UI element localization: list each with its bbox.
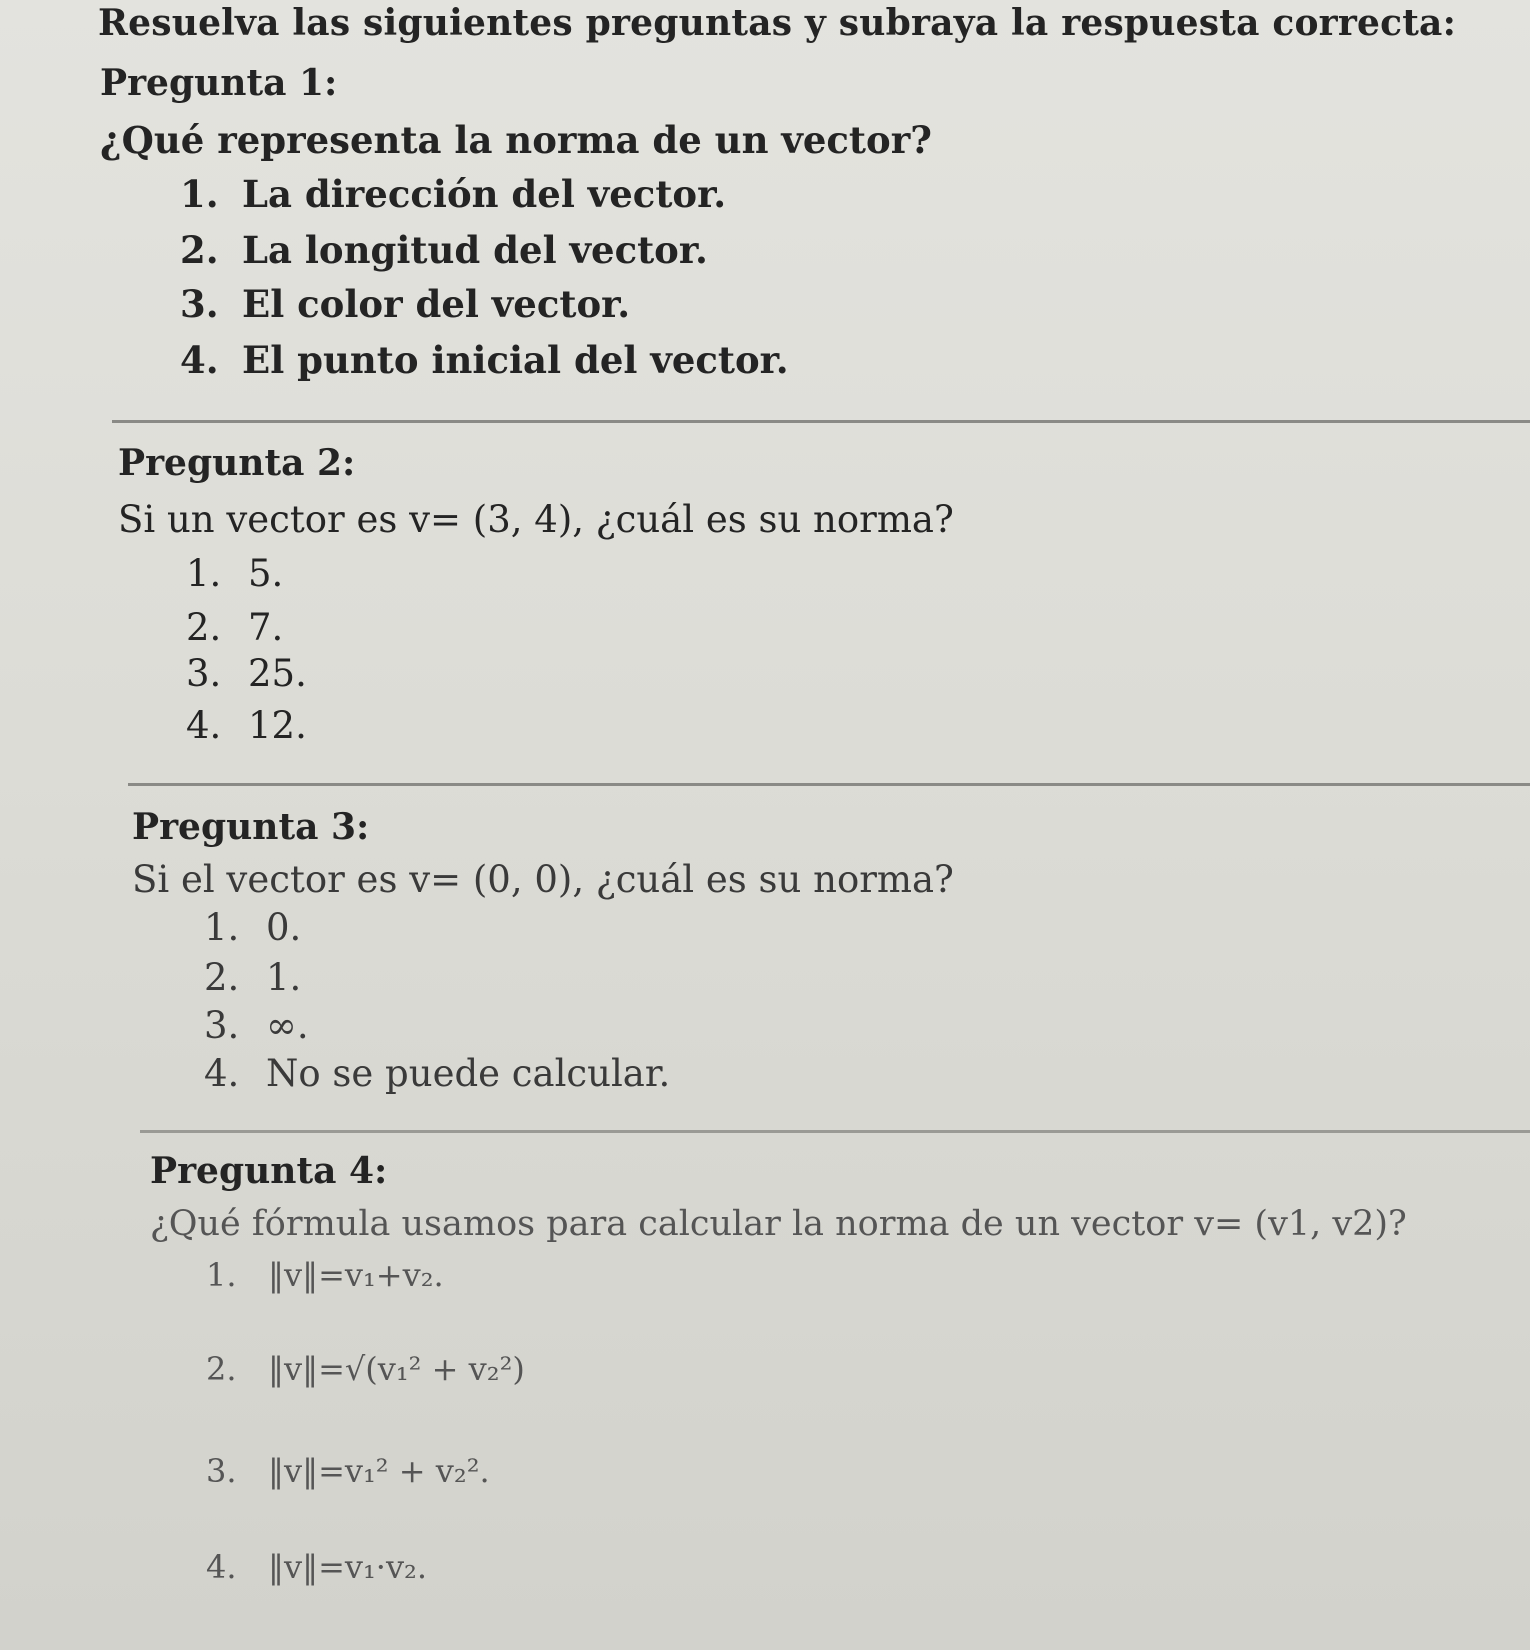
separator-1: [112, 420, 1530, 423]
question-1-option-1[interactable]: 1. La dirección del vector.: [180, 172, 727, 216]
formula-squares: ‖v‖=v₁² + v₂².: [268, 1452, 490, 1490]
formula-sqrt: ‖v‖=√(v₁² + v₂²): [268, 1350, 525, 1388]
question-2-option-3[interactable]: 3. 25.: [186, 652, 307, 695]
question-4-text: ¿Qué fórmula usamos para calcular la norma de un vector v= (v1, v2)?: [150, 1204, 1407, 1244]
question-4-option-3[interactable]: 3. ‖v‖=v₁² + v₂².: [206, 1452, 490, 1490]
question-4-option-2[interactable]: 2. ‖v‖=√(v₁² + v₂²): [206, 1350, 525, 1388]
question-3-option-3[interactable]: 3. ∞.: [204, 1004, 309, 1047]
question-3-option-4[interactable]: 4. No se puede calcular.: [204, 1052, 671, 1095]
question-1-title: Pregunta 1:: [100, 62, 338, 104]
question-2-text: Si un vector es v= (3, 4), ¿cuál es su norma?: [118, 498, 954, 541]
question-1-text: ¿Qué representa la norma de un vector?: [100, 118, 932, 162]
question-2-option-1[interactable]: 1. 5.: [186, 552, 284, 595]
question-1-option-3[interactable]: 3. El color del vector.: [180, 282, 631, 326]
question-2-option-2[interactable]: 2. 7.: [186, 606, 284, 649]
question-2-option-4[interactable]: 4. 12.: [186, 704, 307, 747]
question-3-text: Si el vector es v= (0, 0), ¿cuál es su norma?: [132, 858, 954, 901]
formula-product: ‖v‖=v₁·v₂.: [268, 1548, 428, 1586]
question-3-option-1[interactable]: 1. 0.: [204, 906, 302, 949]
question-3-title: Pregunta 3:: [132, 806, 370, 848]
question-1-option-4[interactable]: 4. El punto inicial del vector.: [180, 338, 789, 382]
separator-2: [128, 783, 1530, 786]
question-2-title: Pregunta 2:: [118, 442, 356, 484]
formula-sum: ‖v‖=v₁+v₂.: [268, 1256, 444, 1294]
question-3-option-2[interactable]: 2. 1.: [204, 956, 302, 999]
question-1-option-2[interactable]: 2. La longitud del vector.: [180, 228, 708, 272]
separator-3: [140, 1130, 1530, 1133]
question-4-title: Pregunta 4:: [150, 1150, 388, 1192]
question-4-option-4[interactable]: 4. ‖v‖=v₁·v₂.: [206, 1548, 428, 1586]
instruction-text: Resuelva las siguientes preguntas y subraya la respuesta correcta:: [98, 2, 1457, 44]
question-4-option-1[interactable]: 1. ‖v‖=v₁+v₂.: [206, 1256, 444, 1294]
